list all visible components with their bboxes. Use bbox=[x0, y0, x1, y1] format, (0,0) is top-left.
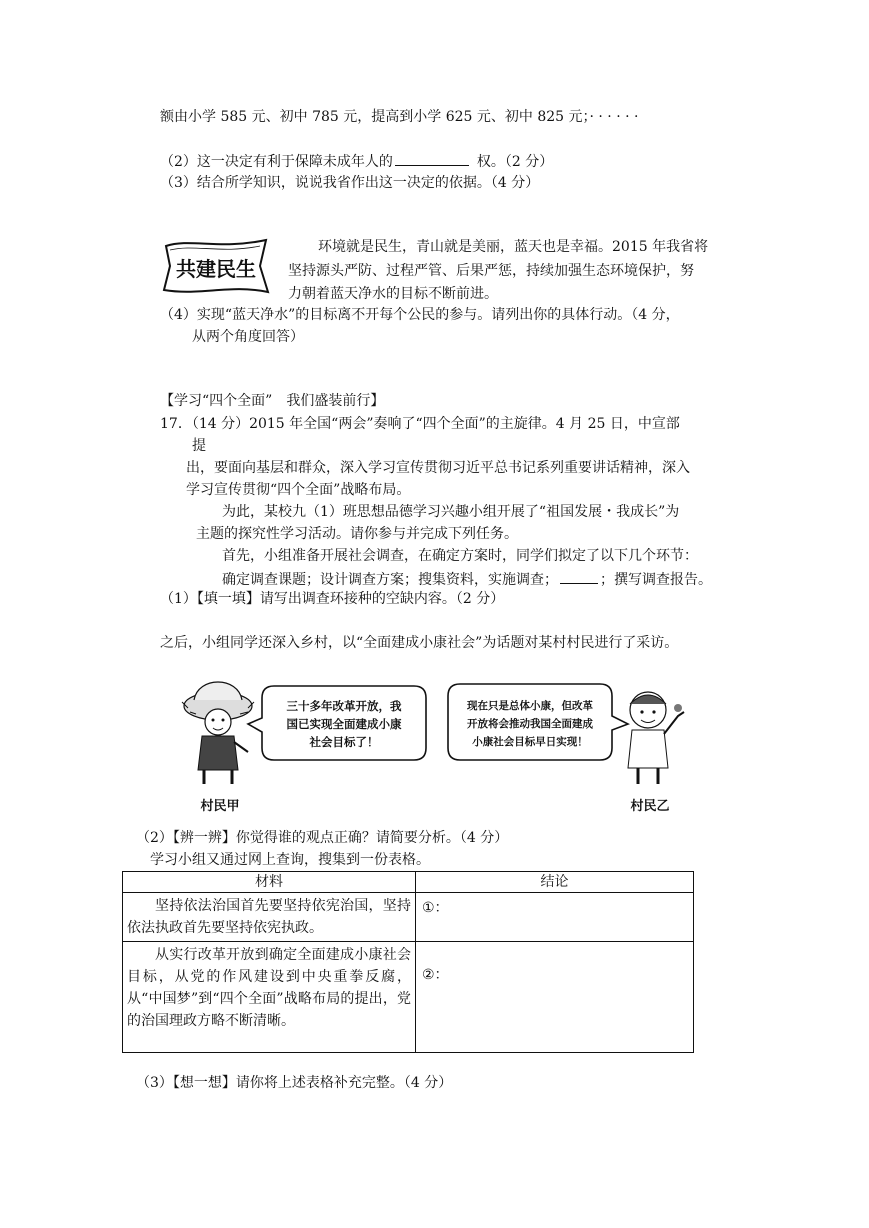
question-2-text: （2）这一决定有利于保障未成年人的 bbox=[160, 154, 393, 170]
villager-b-label: 村民乙 bbox=[630, 799, 670, 814]
env-line-3: 力朝着蓝天净水的目标不断前进。 bbox=[288, 286, 498, 302]
survey-last-step: ；撰写调查报告。 bbox=[600, 572, 712, 588]
villager-b-figure bbox=[628, 692, 684, 784]
conclusion-cell[interactable]: ②： bbox=[416, 942, 694, 1053]
bubble-a-line-3: 社会目标了！ bbox=[309, 735, 379, 749]
question-4: （4）实现“蓝天净水”的目标离不开每个公民的参与。请列出你的具体行动。（4 分， bbox=[160, 307, 680, 323]
task-2: （2）【辨一辨】你觉得谁的观点正确？请简要分析。（4 分） bbox=[136, 830, 509, 846]
question-17-line-3: 出，要面向基层和群众，深入学习宣传贯彻习近平总书记系列重要讲话精神，深入 bbox=[186, 460, 690, 476]
question-17-line-4: 学习宣传贯彻“四个全面”战略布局。 bbox=[186, 482, 411, 498]
bubble-a-line-1: 三十多年改革开放，我 bbox=[286, 699, 402, 713]
question-2-score: 权。（2 分） bbox=[476, 154, 554, 170]
paragraph-1-cont: 主题的探究性学习活动。请你参与并完成下列任务。 bbox=[196, 526, 518, 542]
column-header-material: 材料 bbox=[123, 872, 416, 893]
env-line-1: 环境就是民生，青山就是美丽，蓝天也是幸福。2015 年我省将 bbox=[318, 239, 709, 255]
question-2 bbox=[160, 151, 553, 171]
gongjian-minsheng-logo bbox=[160, 236, 272, 298]
survey-blank[interactable] bbox=[560, 569, 598, 584]
bubble-a-line-2: 国已实现全面建成小康 bbox=[286, 717, 402, 731]
question-17-line-2: 提 bbox=[192, 438, 206, 454]
table-header-row bbox=[123, 872, 694, 893]
conclusion-cell[interactable]: ①： bbox=[416, 893, 694, 942]
section-title: 【学习“四个全面” 我们盛装前行】 bbox=[160, 393, 385, 409]
paragraph-1: 为此，某校九（1）班思想品德学习兴趣小组开展了“祖国发展・我成长”为 bbox=[222, 504, 680, 520]
material-cell: 坚持依法治国首先要坚持依宪治国，坚持依法执政首先要坚持依宪执政。 bbox=[123, 893, 416, 942]
table-row bbox=[123, 942, 694, 1053]
villager-a-figure bbox=[182, 682, 254, 784]
question-17: 17．（14 分）2015 年全国“两会”奏响了“四个全面”的主旋律。4 月 25 日，中宣部 bbox=[160, 416, 680, 432]
survey-steps: 确定调查课题；设计调查方案；搜集资料，实施调查； bbox=[222, 572, 558, 588]
material-table bbox=[122, 871, 694, 1053]
answer-blank[interactable] bbox=[395, 151, 469, 166]
material-cell: 从实行改革开放到确定全面建成小康社会目标，从党的作风建设到中央重拳反腐，从“中国梦”到“四个全面”战略布局的提出，党的治国理政方略不断清晰。 bbox=[123, 942, 416, 1053]
villager-a-label: 村民甲 bbox=[200, 799, 240, 814]
bubble-b-line-3: 小康社会目标早日实现！ bbox=[472, 736, 588, 748]
text-line: 额由小学 585 元、初中 785 元，提高到小学 625 元、初中 825 元；· · · · · · bbox=[160, 109, 639, 125]
svg-text:共建民生: 共建民生 bbox=[176, 257, 256, 281]
task-3: （3）【想一想】请你将上述表格补充完整。（4 分） bbox=[136, 1075, 453, 1091]
task-1: （1）【填一填】请写出调查环接种的空缺内容。（2 分） bbox=[160, 591, 505, 607]
question-4-cont: 从两个角度回答） bbox=[192, 329, 304, 345]
table-row bbox=[123, 893, 694, 942]
column-header-conclusion: 结论 bbox=[416, 872, 694, 893]
table-intro: 学习小组又通过网上查询，搜集到一份表格。 bbox=[150, 852, 430, 868]
paragraph-2: 首先，小组准备开展社会调查，在确定方案时，同学们拟定了以下几个环节： bbox=[222, 548, 698, 564]
villager-cartoon bbox=[178, 672, 690, 822]
paragraph-2-cont bbox=[222, 569, 712, 589]
env-line-2: 坚持源头严防、过程严管、后果严惩，持续加强生态环境保护，努 bbox=[288, 263, 694, 279]
interview-intro: 之后，小组同学还深入乡村，以“全面建成小康社会”为话题对某村村民进行了采访。 bbox=[160, 635, 679, 651]
bubble-b-line-1: 现在只是总体小康，但改革 bbox=[467, 700, 593, 712]
bubble-b-line-2: 开放将会推动我国全面建成 bbox=[467, 718, 593, 730]
question-3: （3）结合所学知识，说说我省作出这一决定的依据。（4 分） bbox=[160, 175, 540, 191]
